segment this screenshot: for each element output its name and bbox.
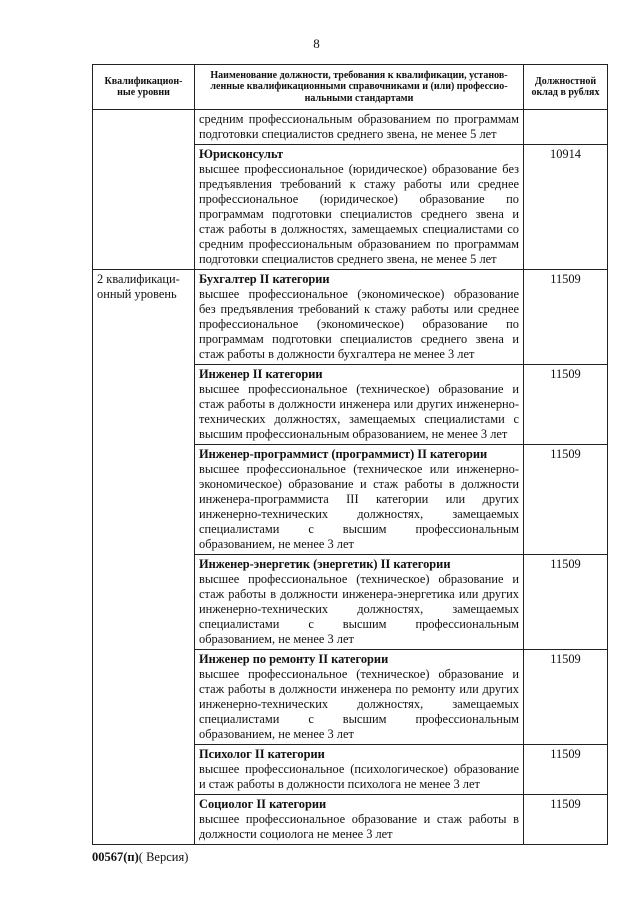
position-title: Инженер-программист (программист) II категории bbox=[199, 447, 488, 461]
position-cell bbox=[195, 555, 524, 650]
position-requirements: высшее профессиональное (техническое или инженерно-экономическое) образование и стаж работы в должности инженера-программиста III категории или других инженерно-технических должностях, замещаемых специалистами с высшим профессиональным образованием, не менее 3 лет bbox=[199, 462, 519, 551]
salary-cell: 10914 bbox=[524, 145, 608, 270]
position-title: Инженер-энергетик (энергетик) II категории bbox=[199, 557, 451, 571]
continuation-text: средним профессиональным образованием по программам подготовки специалистов среднего звена, не менее 5 лет bbox=[199, 112, 519, 141]
table-row bbox=[93, 270, 608, 365]
position-cell bbox=[195, 745, 524, 795]
salary-cell: 11509 bbox=[524, 795, 608, 845]
position-cell bbox=[195, 270, 524, 365]
position-title: Социолог II категории bbox=[199, 797, 327, 811]
position-requirements: высшее профессиональное образование и стаж работы в должности социолога не менее 3 лет bbox=[199, 812, 519, 841]
qualification-table bbox=[92, 64, 608, 845]
header-position: Наименование должности, требования к квалификации, установ-ленные квалификационными справочниками и (или) профессио-нальными стандартами bbox=[195, 65, 524, 110]
position-cell bbox=[195, 445, 524, 555]
position-title: Юрисконсульт bbox=[199, 147, 284, 161]
salary-cell: 11509 bbox=[524, 365, 608, 445]
position-cell bbox=[195, 795, 524, 845]
table-row bbox=[93, 110, 608, 145]
position-requirements: высшее профессиональное (юридическое) образование без предъявления требований к стажу работы или среднее профессиональное (юридическое) образование по программам подготовки специалистов среднего звена и стаж работы в должностях, замещаемых специалистами со средним профессиональным образованием по программам подготовки специалистов среднего звена, не менее 5 лет bbox=[199, 162, 519, 266]
position-cell bbox=[195, 145, 524, 270]
position-requirements: высшее профессиональное (техническое) образование и стаж работы в должности инженера-энергетика или других инженерно-технических должностях, замещаемых специалистами с высшим профессиональным образованием, не менее 3 лет bbox=[199, 572, 519, 646]
document-code bbox=[92, 850, 188, 865]
position-title: Инженер II категории bbox=[199, 367, 323, 381]
position-title: Психолог II категории bbox=[199, 747, 325, 761]
doc-version-label: ( Версия) bbox=[138, 850, 189, 864]
salary-cell: 11509 bbox=[524, 445, 608, 555]
salary-cell bbox=[524, 110, 608, 145]
header-salary: Должностной оклад в рублях bbox=[524, 65, 608, 110]
level-cell: 2 квалификаци-онный уровень bbox=[93, 270, 195, 845]
salary-cell: 11509 bbox=[524, 650, 608, 745]
header-levels: Квалификацион-ные уровни bbox=[93, 65, 195, 110]
position-cell bbox=[195, 110, 524, 145]
position-cell bbox=[195, 650, 524, 745]
position-title: Инженер по ремонту II категории bbox=[199, 652, 389, 666]
salary-cell: 11509 bbox=[524, 555, 608, 650]
position-requirements: высшее профессиональное (психологическое) образование и стаж работы в должности психолога не менее 3 лет bbox=[199, 762, 519, 791]
position-requirements: высшее профессиональное (экономическое) образование без предъявления требований к стажу работы или среднее профессиональное (экономическое) образование по программам подготовки специалистов среднего звена и стаж работы в должности бухгалтера не менее 3 лет bbox=[199, 287, 519, 361]
position-title: Бухгалтер II категории bbox=[199, 272, 330, 286]
salary-cell: 11509 bbox=[524, 745, 608, 795]
position-requirements: высшее профессиональное (техническое) образование и стаж работы в должности инженера по ремонту или других инженерно-технических должностях, замещаемых специалистами с высшим профессиональным образованием, не менее 3 лет bbox=[199, 667, 519, 741]
position-cell bbox=[195, 365, 524, 445]
page-number: 8 bbox=[313, 36, 320, 51]
table-header-row bbox=[93, 65, 608, 110]
position-requirements: высшее профессиональное (техническое) образование и стаж работы в должности инженера или других инженерно-технических должностях, замещаемых специалистами с высшим профессиональным образованием, не менее 3 лет bbox=[199, 382, 519, 441]
doc-code-number: 00567(п) bbox=[92, 850, 139, 864]
level-cell bbox=[93, 110, 195, 270]
salary-cell: 11509 bbox=[524, 270, 608, 365]
